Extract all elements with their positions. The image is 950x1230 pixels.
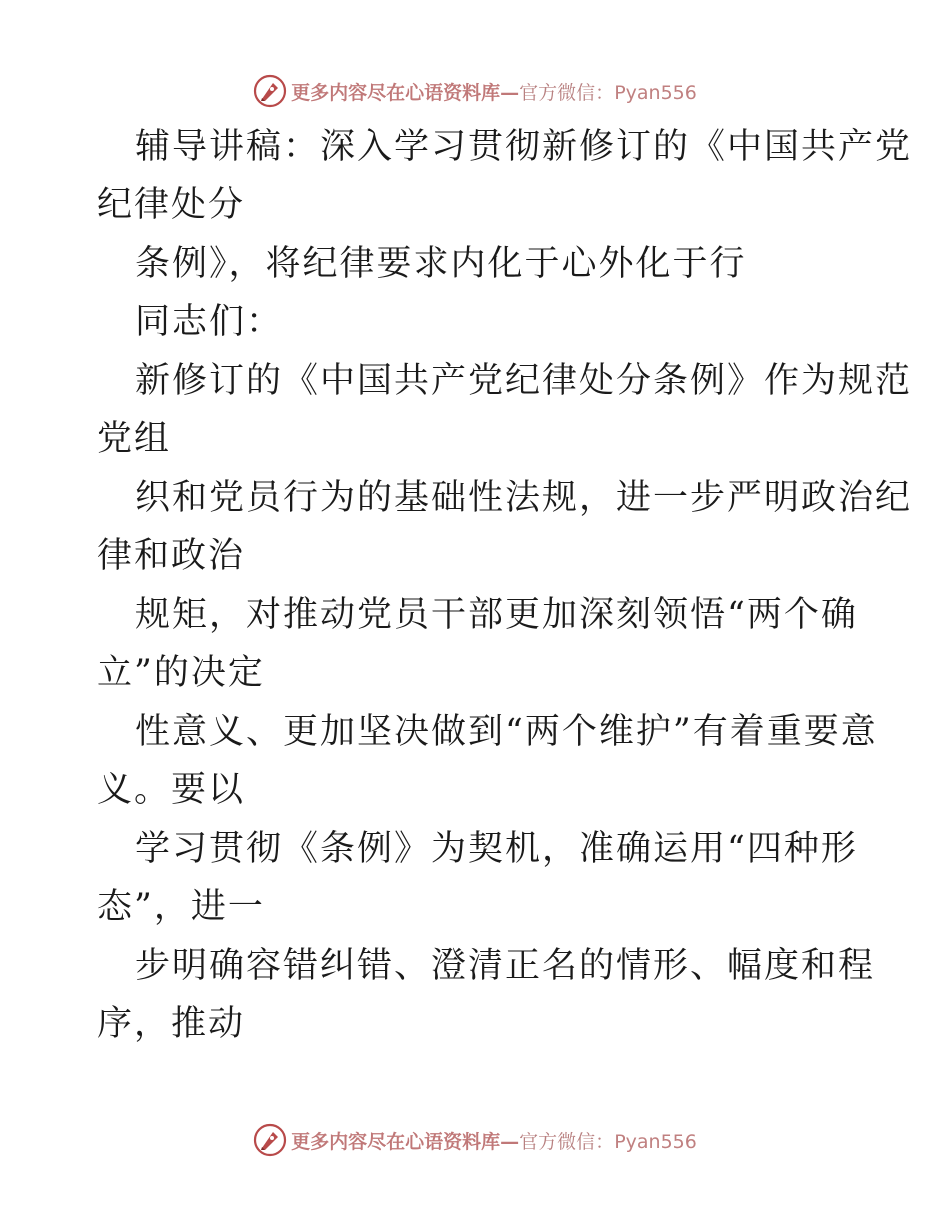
paragraph-line: 序，推动: [97, 1004, 246, 1044]
paragraph-line: 律和政治: [97, 536, 246, 576]
salutation: 同志们：: [135, 302, 284, 342]
paragraph-line: 学习贯彻《条例》为契机，准确运用“四种形: [135, 829, 858, 869]
watermark-dash: —: [500, 1130, 520, 1153]
paragraph-line: 步明确容错纠错、澄清正名的情形、幅度和程: [135, 946, 876, 986]
paragraph-line: 规矩，对推动党员干部更加深刻领悟“两个确: [135, 595, 858, 635]
title-line-3: 条例》，将纪律要求内化于心外化于行: [135, 244, 747, 284]
footer-watermark: [0, 1120, 950, 1160]
paragraph-line: 织和党员行为的基础性法规，进一步严明政治纪: [135, 478, 913, 518]
watermark-dash: —: [500, 81, 520, 104]
paragraph-line: 态”，进一: [97, 887, 265, 927]
watermark-wechat-label: 官方微信：: [519, 81, 615, 104]
pen-nib-logo-icon: [253, 1123, 287, 1157]
watermark-wechat-id: Pyan556: [614, 1130, 697, 1153]
watermark-main: 更多内容尽在心语资料库: [291, 81, 501, 104]
title-line-2: 纪律处分: [97, 185, 246, 225]
watermark-text: [291, 1127, 697, 1154]
header-watermark: [0, 71, 950, 111]
watermark-wechat-id: Pyan556: [614, 81, 697, 104]
watermark-wechat-label: 官方微信：: [519, 1130, 615, 1153]
paragraph-line: 党组: [97, 419, 172, 459]
title-line-1: 辅导讲稿：深入学习贯彻新修订的《中国共产党: [135, 127, 913, 167]
pen-nib-logo-icon: [253, 74, 287, 108]
paragraph-line: 义。要以: [97, 770, 246, 810]
paragraph-line: 新修订的《中国共产党纪律处分条例》作为规范: [135, 361, 913, 401]
watermark-main: 更多内容尽在心语资料库: [291, 1130, 501, 1153]
watermark-text: [291, 78, 697, 105]
paragraph-line: 性意义、更加坚决做到“两个维护”有着重要意: [135, 712, 878, 752]
paragraph-line: 立”的决定: [97, 653, 265, 693]
